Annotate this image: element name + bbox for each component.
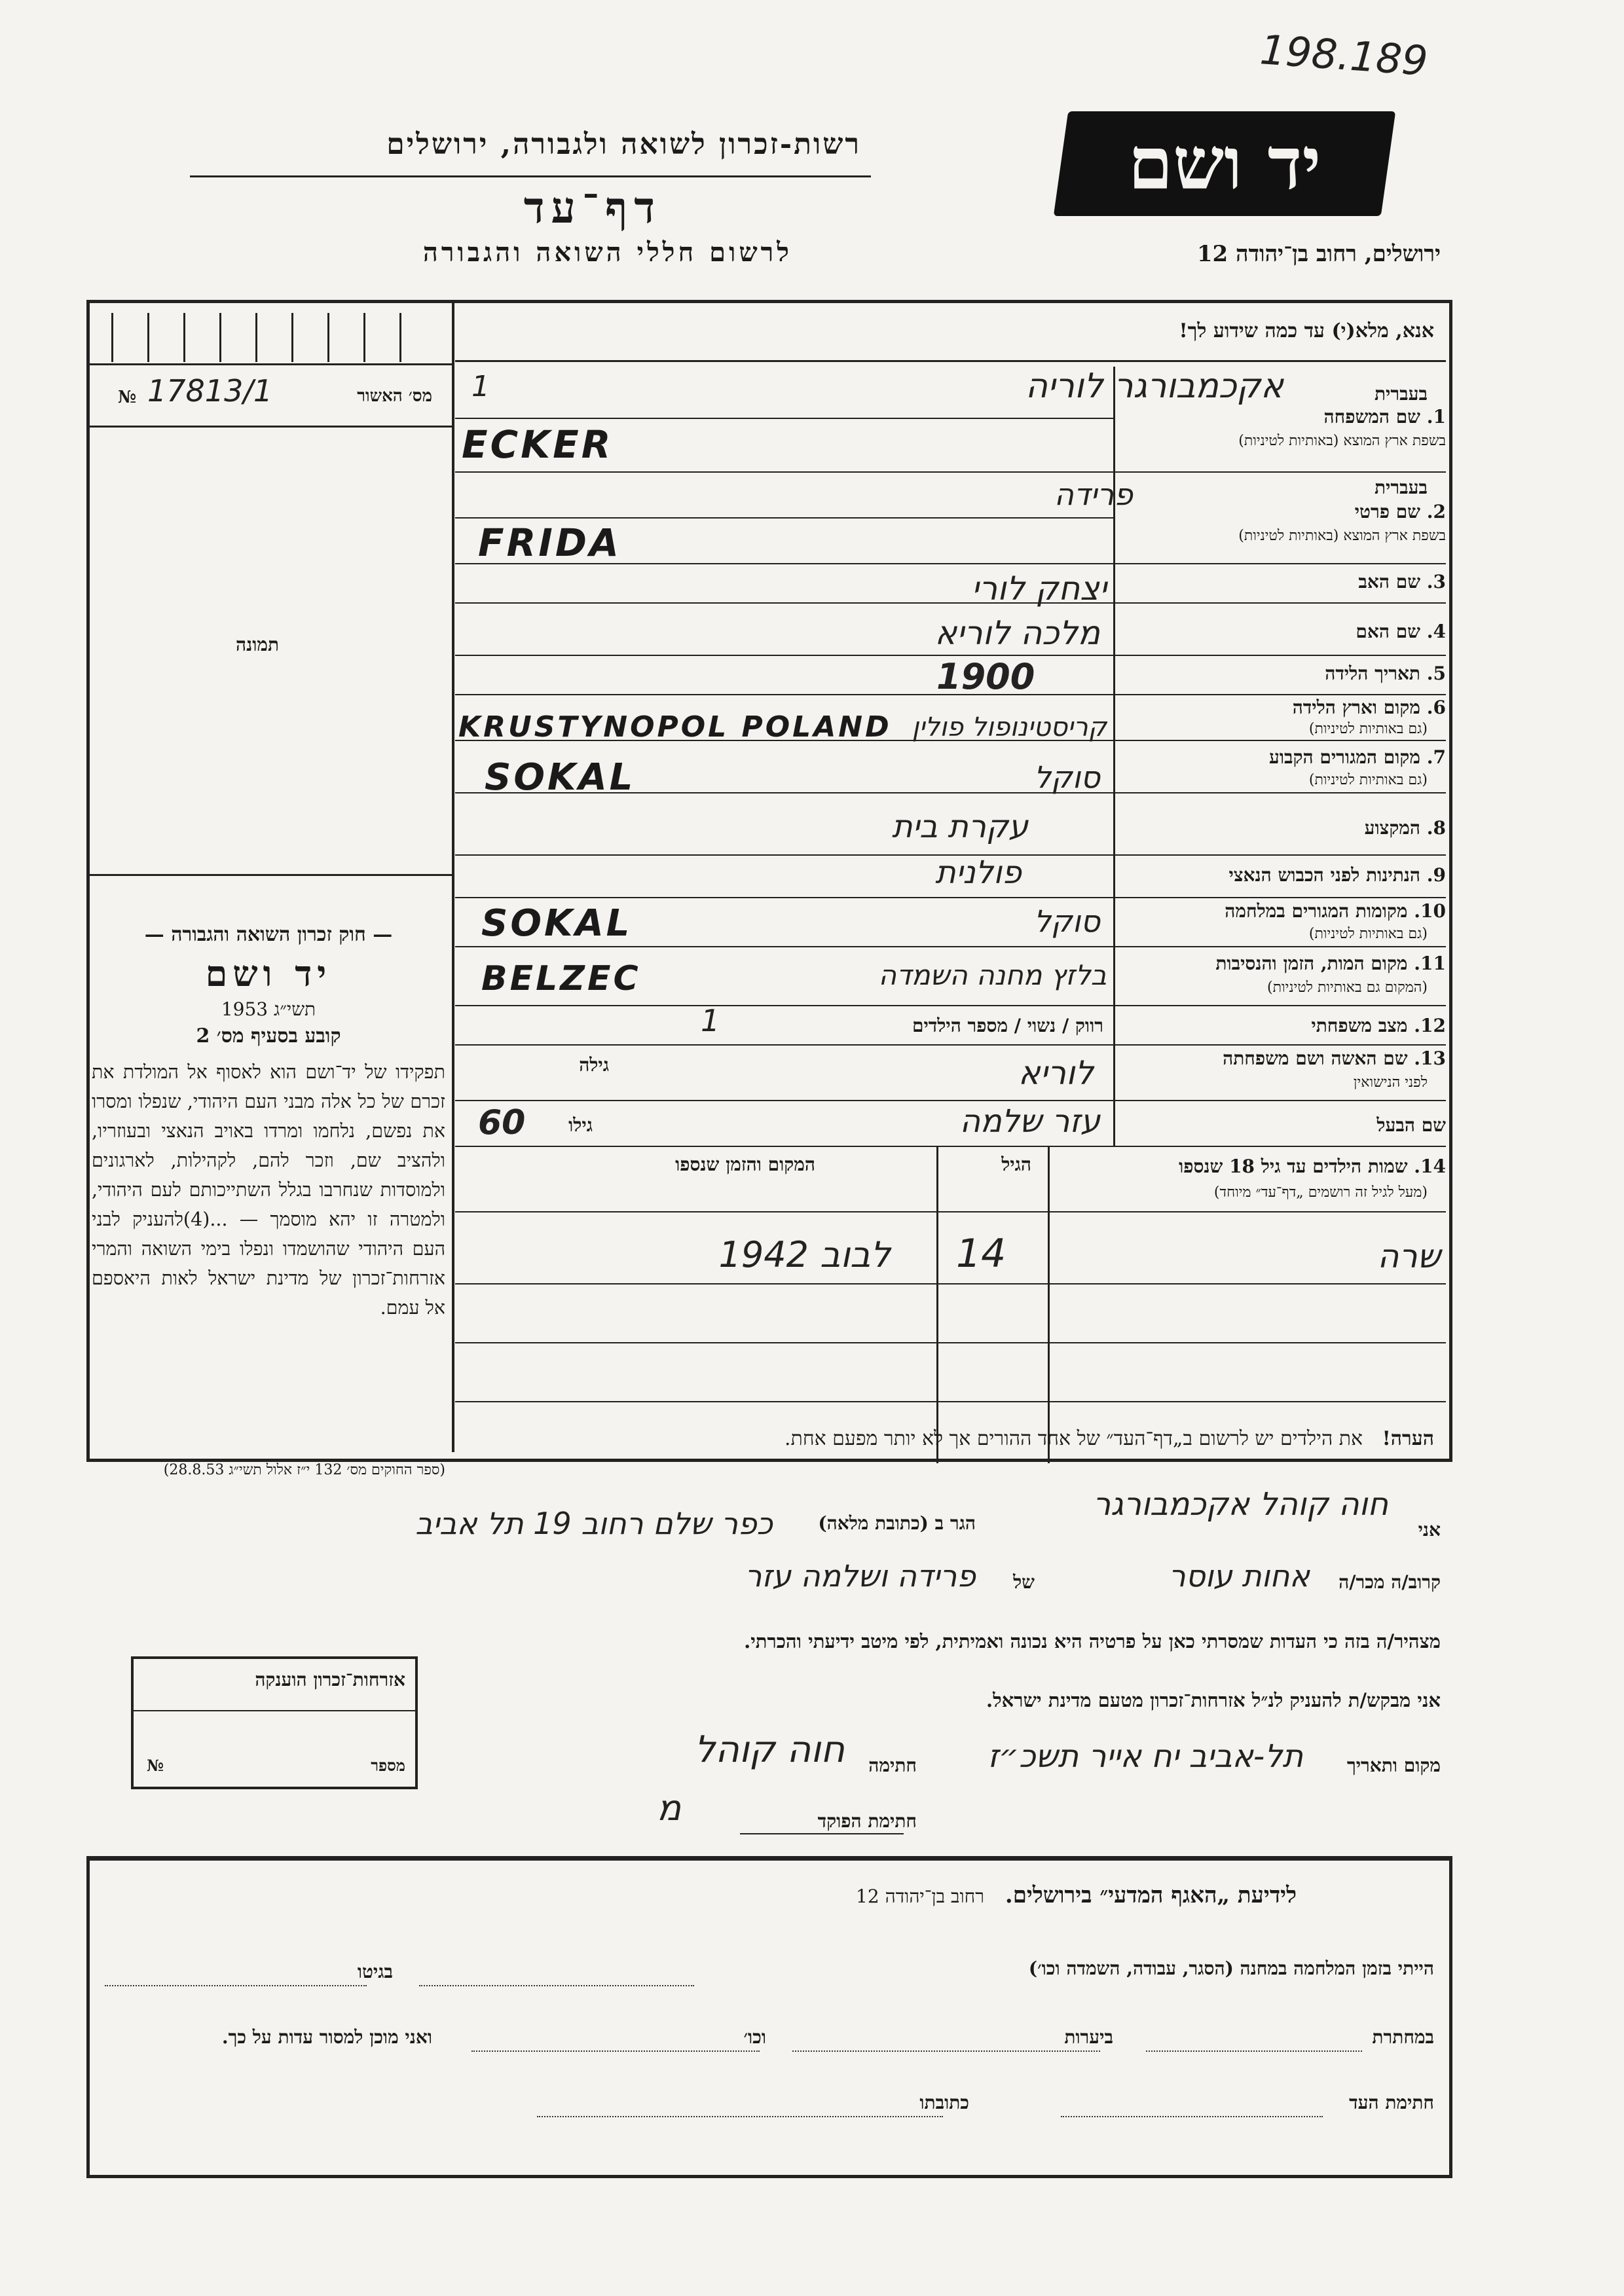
law-text: תפקידו של יד־ושם הוא לאסוף אל המולדת את זכרם של כל אלה מבני העם היהודי, שנפלו ומסרו את נפשם, נלחמו ומרדו באויב הנאצי ובעוזריו, ולהציב שם, וזכר להם, לקהילות, לארגונים ולמוסדות שנחרבו בגלל השתייכותם לעם היהודי, ולמטרה זו יהא מוסמך — ...(4)להעניק לבני העם היהודי שהושמדו ונפלו בימי השואה והמרי אזרחות־זכרון של מדינת ישראל לאות היאספם אל עמם. xyxy=(92,1061,446,1319)
decl-officer-label: חתימת הפוקד xyxy=(817,1810,917,1832)
decl-officer-signature: מ xyxy=(657,1787,681,1829)
approval-bottom-line xyxy=(90,426,452,428)
field-14-col-place: המקום והזמן שנספו xyxy=(675,1154,815,1175)
field-2-label: 2. שם פרטי xyxy=(1354,501,1446,522)
row-line-9 xyxy=(455,897,1446,898)
field-4-label: 4. שם האם xyxy=(1356,621,1446,642)
field-6-label: 6. מקום וארץ הלידה xyxy=(1292,697,1446,718)
field-14-label: 14. שמות הילדים עד גיל 18 שנספו xyxy=(1179,1156,1446,1177)
husband-age-label: גילו xyxy=(568,1114,593,1136)
field-13-age-label: גילה xyxy=(579,1054,609,1076)
field-5-label: 5. תאריך הלידה xyxy=(1325,663,1446,684)
officer-sign-line xyxy=(740,1833,904,1834)
field-2-hebrew-value: פרידה xyxy=(1054,477,1133,512)
science-ghetto-dots xyxy=(105,1984,367,1986)
org-name: רשות-זכרון לשואה ולגבורה, ירושלים xyxy=(386,128,861,161)
f14-row-line-3 xyxy=(455,1401,1446,1402)
science-underground-dots xyxy=(1146,2049,1362,2052)
f14-row-line-1 xyxy=(455,1283,1446,1285)
field-8-label: 8. המקצוע xyxy=(1364,817,1446,839)
photo-bottom-line xyxy=(90,874,452,876)
science-witness-dots xyxy=(1061,2115,1323,2117)
field-7-label: 7. מקום המגורים הקבוע xyxy=(1269,746,1446,768)
approval-label: מס׳ האשור xyxy=(357,386,432,406)
decl-address: כפר שלם רחוב 19 תל אביב xyxy=(415,1506,773,1541)
citizenship-box xyxy=(131,1656,418,1789)
law-ref: (ספר החוקים מס׳ 132 י״ז אלול תשי״ג 28.8.53) xyxy=(163,1462,445,1478)
field-12-children: 1 xyxy=(701,1003,720,1038)
science-address-label: כתובתו xyxy=(919,2092,969,2113)
latin-note-6: (גם באותיות לטיניות) xyxy=(1308,721,1428,737)
law-name: יד ושם xyxy=(205,953,332,994)
yad-vashem-logo xyxy=(1054,111,1395,216)
field-11-latin-value: BELZEC xyxy=(481,959,641,998)
science-camp-dots xyxy=(419,1984,694,1986)
row-line-1a xyxy=(455,418,1113,419)
field-11-note: (המקום גם באותיות לטיניות) xyxy=(1267,979,1428,996)
husband-label: שם הבעל xyxy=(1376,1114,1446,1136)
f14-header-line xyxy=(455,1211,1446,1212)
logo-text: יד ושם xyxy=(1128,121,1321,206)
f14-row-line-2 xyxy=(455,1342,1446,1343)
field-1-label: 1. שם המשפחה xyxy=(1323,406,1446,428)
photo-label: תמונה xyxy=(236,634,280,655)
field-14-child-age: 14 xyxy=(956,1231,1006,1277)
row-line-14 xyxy=(455,1146,1446,1147)
field-1-mark: 1 xyxy=(471,370,490,403)
citizenship-title: אזרחות־זכרון הוענקה xyxy=(255,1669,405,1690)
lang-hebrew-1: בעברית xyxy=(1374,383,1428,405)
note xyxy=(784,1427,1434,1450)
archive-number: 198.189 xyxy=(1258,26,1430,85)
field-6-hebrew-value: קריסטינופול פולין xyxy=(912,712,1107,742)
row-line-10 xyxy=(455,946,1446,947)
intro-line xyxy=(455,360,1446,362)
field-13-value: לוריא xyxy=(1018,1054,1094,1092)
decl-resides-label: הגר ב (כתובת מלאה) xyxy=(818,1512,976,1534)
decl-relative-label: קרוב/ה מכר/ה xyxy=(1338,1571,1441,1593)
decl-relation: אחות עוסר xyxy=(1168,1558,1310,1594)
field-14-col-age: הגיל xyxy=(1001,1154,1031,1175)
science-address: רחוב בן־יהודה 12 xyxy=(856,1886,985,1907)
field-14-child-place: לבוב 1942 xyxy=(718,1234,891,1275)
f14-col-divider-2 xyxy=(1048,1146,1050,1463)
science-line1: הייתי בזמן המלחמה במחנה (הסגר, עבודה, השמדה וכו׳) xyxy=(1028,1958,1434,1979)
approval-number: 17813/1 xyxy=(147,373,273,409)
science-underground: במחתרת xyxy=(1372,2026,1434,2048)
field-6-latin-value: KRUSTYNOPOL POLAND xyxy=(458,710,892,744)
decl-of-name: פרידה ושלמה עזר xyxy=(745,1558,976,1594)
law-year: תשי״ג 1953 xyxy=(221,998,316,1020)
field-1-latin-value: ECKER xyxy=(462,422,614,467)
form-title: דף־עד xyxy=(523,182,661,233)
decl-request: אני מבקש/ת להעניק לנ״ל אזרחות־זכרון מטעם מדינת ישראל. xyxy=(986,1689,1441,1711)
science-forests-dots xyxy=(792,2049,1100,2052)
left-panel-divider xyxy=(452,303,454,1452)
field-3-value: יצחק לורי xyxy=(971,570,1107,608)
approval-ticks xyxy=(111,313,419,362)
header-address: ירושלים, רחוב בן־יהודה 12 xyxy=(1196,241,1441,267)
field-8-value: עקרת בית xyxy=(891,809,1028,845)
field-12-options: רווק / נשוי / מספר הילדים xyxy=(912,1015,1103,1036)
f14-col-divider-1 xyxy=(936,1146,938,1463)
decl-signature-label: חתימה xyxy=(868,1755,917,1776)
decl-i-label: אני xyxy=(1418,1519,1441,1540)
science-forests: ביערות xyxy=(1064,2026,1113,2048)
note-text: את הילדים יש לרשום ב„דף־העד״ של אחד ההורים אך לא יותר מפעם אחת. xyxy=(784,1427,1363,1450)
husband-age: 60 xyxy=(478,1103,526,1142)
field-9-value: פולנית xyxy=(935,854,1022,891)
row-line-13 xyxy=(455,1100,1446,1101)
lang-latin-2: בשפת ארץ המוצא (באותיות לטיניות) xyxy=(1238,528,1446,544)
latin-note-10: (גם באותיות לטיניות) xyxy=(1308,926,1428,942)
row-line-12 xyxy=(455,1044,1446,1046)
field-13-label: 13. שם האשה ושם משפחתה xyxy=(1223,1048,1446,1069)
approval-prefix: № xyxy=(118,388,137,407)
field-2-latin-value: FRIDA xyxy=(478,520,621,565)
intro-text: אנא, מלא(י) עד כמה שידוע לך! xyxy=(1179,319,1434,342)
decl-name: חוה קוהל אקכמבורגר xyxy=(1092,1486,1388,1523)
row-line-1 xyxy=(455,471,1446,473)
field-14-child-name: שרה xyxy=(1377,1237,1441,1275)
field-13-sub: לפני הנישואין xyxy=(1353,1074,1428,1091)
note-label: הערה! xyxy=(1382,1427,1434,1450)
field-1-hebrew-value: אקכמבורגר לוריה xyxy=(1025,367,1283,406)
science-title-text: לידיעת „האגף המדעי״ בירושלים. xyxy=(1005,1882,1297,1908)
field-4-value: מלכה לוריא xyxy=(934,614,1100,652)
science-witness-sig: חתימת העד xyxy=(1349,2092,1434,2113)
decl-of-label: של xyxy=(1013,1571,1035,1593)
field-10-hebrew-value: סוקל xyxy=(1033,903,1100,939)
form-subtitle: לרשום חללי השואה והגבורה xyxy=(422,237,792,268)
husband-value: עזר שלמה xyxy=(959,1103,1100,1140)
law-title: — חוק זכרון השואה והגבורה — xyxy=(144,923,393,946)
science-title xyxy=(856,1882,1297,1908)
science-ghetto: בגיטו xyxy=(357,1961,393,1982)
field-11-label: 11. מקום המות, הזמן והנסיבות xyxy=(1215,953,1446,974)
field-3-label: 3. שם האב xyxy=(1358,571,1446,592)
field-11-hebrew-value: בלזץ מחנה השמדה xyxy=(878,959,1107,991)
field-5-value: 1900 xyxy=(936,656,1035,697)
row-line-3 xyxy=(455,602,1446,604)
science-ready: ואני מוכן למסור עדות על כך. xyxy=(221,2026,432,2048)
field-7-latin-value: SOKAL xyxy=(485,756,636,799)
science-etc-dots xyxy=(471,2049,760,2052)
field-9-label: 9. הנתינות לפני הכבוש הנאצי xyxy=(1228,864,1446,886)
row-line-11 xyxy=(455,1005,1446,1006)
decl-place-date-label: מקום ותאריך xyxy=(1346,1755,1441,1776)
header-underline xyxy=(190,175,871,177)
field-14-sub: (מעל לגיל זה רושמים „דף־עד״ מיוחד) xyxy=(1213,1184,1428,1201)
approval-top-line xyxy=(90,363,452,365)
row-line-2a xyxy=(455,517,1113,519)
citizenship-number-label: מספר xyxy=(371,1756,405,1775)
latin-note-7: (גם באותיות לטיניות) xyxy=(1308,772,1428,788)
field-12-label: 12. מצב משפחתי xyxy=(1311,1015,1446,1036)
law-section: קובע בסעיף מס׳ 2 xyxy=(196,1025,341,1048)
decl-place-date: תל-אביב יח אייר תשכ״ז xyxy=(987,1738,1303,1775)
science-etc: וכו׳ xyxy=(743,2026,766,2048)
decl-declares: מצהיר/ה בזה כי העדות שמסרתי כאן על פרטיה היא נכונה ואמיתית, לפי מיטב ידיעתי והכרתי. xyxy=(744,1630,1441,1652)
lang-latin-1: בשפת ארץ המוצא (באותיות לטיניות) xyxy=(1238,433,1446,449)
decl-signature: חוה קוהל xyxy=(694,1728,845,1771)
lang-hebrew-2: בעברית xyxy=(1374,477,1428,498)
field-10-latin-value: SOKAL xyxy=(481,902,633,945)
science-address-dots xyxy=(537,2115,943,2117)
citizenship-prefix: № xyxy=(147,1756,164,1775)
field-7-hebrew-value: סוקל xyxy=(1033,759,1100,795)
field-10-label: 10. מקומות המגורים במלחמה xyxy=(1225,900,1446,922)
